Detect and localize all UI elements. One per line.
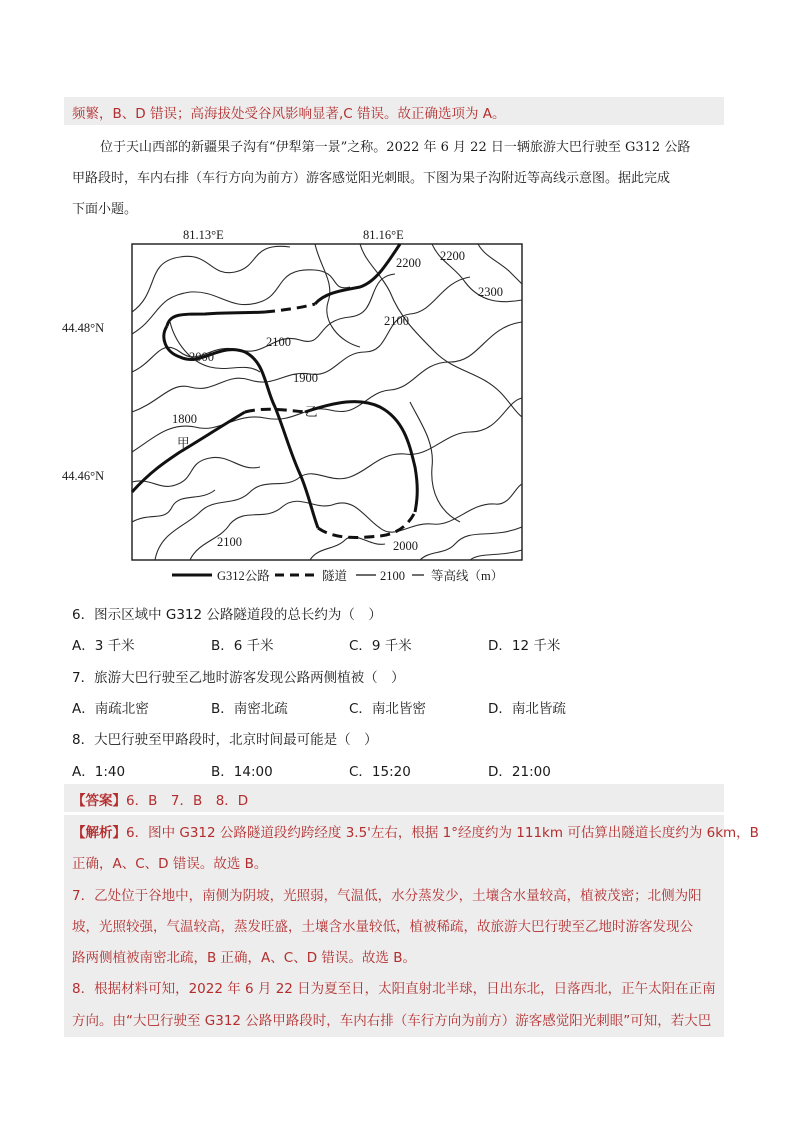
lon-label-1: 81.13°E [183,228,224,242]
legend-contour-value: 2100 [380,569,405,583]
place-label-yi: 乙 [305,405,318,419]
intro-line-3: 下面小题。 [72,202,138,217]
place-label-jia: 甲 [177,436,190,450]
question-7-option-a: A．南疏北密 [72,701,149,717]
analysis-line-3: 7．乙处位于谷地中，南侧为阴坡，光照弱，气温低，水分蒸发少，土壤含水量较高，植被茂密；北侧为阳 [72,888,702,904]
question-6-option-c: C．9 千米 [349,638,412,654]
analysis-line-1 [72,821,759,841]
legend-contour-label: 等高线（m） [431,569,504,583]
question-7-option-d: D．南北皆疏 [488,701,566,717]
question-8-option-a: A．1:40 [72,764,126,780]
contour-label-2100-b: 2100 [266,335,291,349]
contour-label-2000-b: 2000 [393,539,418,553]
question-6-option-d: D．12 千米 [488,638,561,654]
contour-label-2100-a: 2100 [384,314,409,328]
contour-label-2000-a: 2000 [189,350,214,364]
intro-line-1: 位于天山西部的新疆果子沟有“伊犁第一景”之称。2022 年 6 月 22 日一辆旅游大巴行驶至 G312 公路 [100,140,691,155]
question-6-option-b: B．6 千米 [211,638,274,654]
analysis-line-2: 正确，A、C、D 错误。故选 B。 [72,856,268,872]
contour-map [60,222,540,584]
contour-label-1800: 1800 [172,412,197,426]
question-8-option-c: C．15:20 [349,764,411,780]
analysis-text-1: 6．图中 G312 公路隧道段约跨经度 3.5'左右，根据 1°经度约为 111km 可估算出隧道长度约为 6km，B [126,825,759,841]
lon-label-2: 81.16°E [363,228,404,242]
question-8-stem: 8．大巴行驶至甲路段时，北京时间最可能是（ ） [72,732,378,748]
question-6-option-a: A．3 千米 [72,638,135,654]
contour-label-1900: 1900 [293,371,318,385]
answer-tag: 【答案】 [72,793,126,809]
legend-tunnel-label: 隧道 [322,569,348,583]
question-7-stem: 7．旅游大巴行驶至乙地时游客发现公路两侧植被（ ） [72,670,405,686]
map-legend [172,568,503,583]
question-6-stem: 6．图示区域中 G312 公路隧道段的总长约为（ ） [72,607,382,623]
analysis-line-7: 方向。由“大巴行驶至 G312 公路甲路段时，车内右排（车行方向为前方）游客感觉阳光刺眼”可知，若大巴 [72,1013,712,1029]
carryover-text: 频繁，B、D 错误；高海拔处受谷风影响显著,C 错误。故正确选项为 A。 [72,106,506,122]
analysis-tag: 【解析】 [72,825,126,841]
analysis-line-4: 坡，光照较强，气温较高，蒸发旺盛，土壤含水量较低，植被稀疏，故旅游大巴行驶至乙地时游客发现公 [72,919,693,935]
answer-line [72,789,248,809]
contour-label-2200-a: 2200 [396,256,421,270]
question-8-option-b: B．14:00 [211,764,273,780]
contour-label-2100-c: 2100 [217,535,242,549]
legend-road-label: G312公路 [217,569,270,583]
question-7-option-c: C．南北皆密 [349,701,426,717]
lat-label-2: 44.46°N [62,469,105,483]
analysis-line-6: 8．根据材料可知，2022 年 6 月 22 日为夏至日，太阳直射北半球，日出东北，日落西北，正午太阳在正南 [72,981,716,997]
answer-text: 6．B 7．B 8．D [126,793,249,809]
map-frame [132,244,522,560]
contour-label-2200-b: 2200 [440,249,465,263]
question-7-option-b: B．南密北疏 [211,701,288,717]
analysis-line-5: 路两侧植被南密北疏，B 正确，A、C、D 错误。故选 B。 [72,950,416,966]
lat-label-1: 44.48°N [62,321,105,335]
question-8-option-d: D．21:00 [488,764,551,780]
contour-label-2300: 2300 [478,285,503,299]
intro-line-2: 甲路段时，车内右排（车行方向为前方）游客感觉阳光刺眼。下图为果子沟附近等高线示意图。据此完成 [72,171,671,186]
